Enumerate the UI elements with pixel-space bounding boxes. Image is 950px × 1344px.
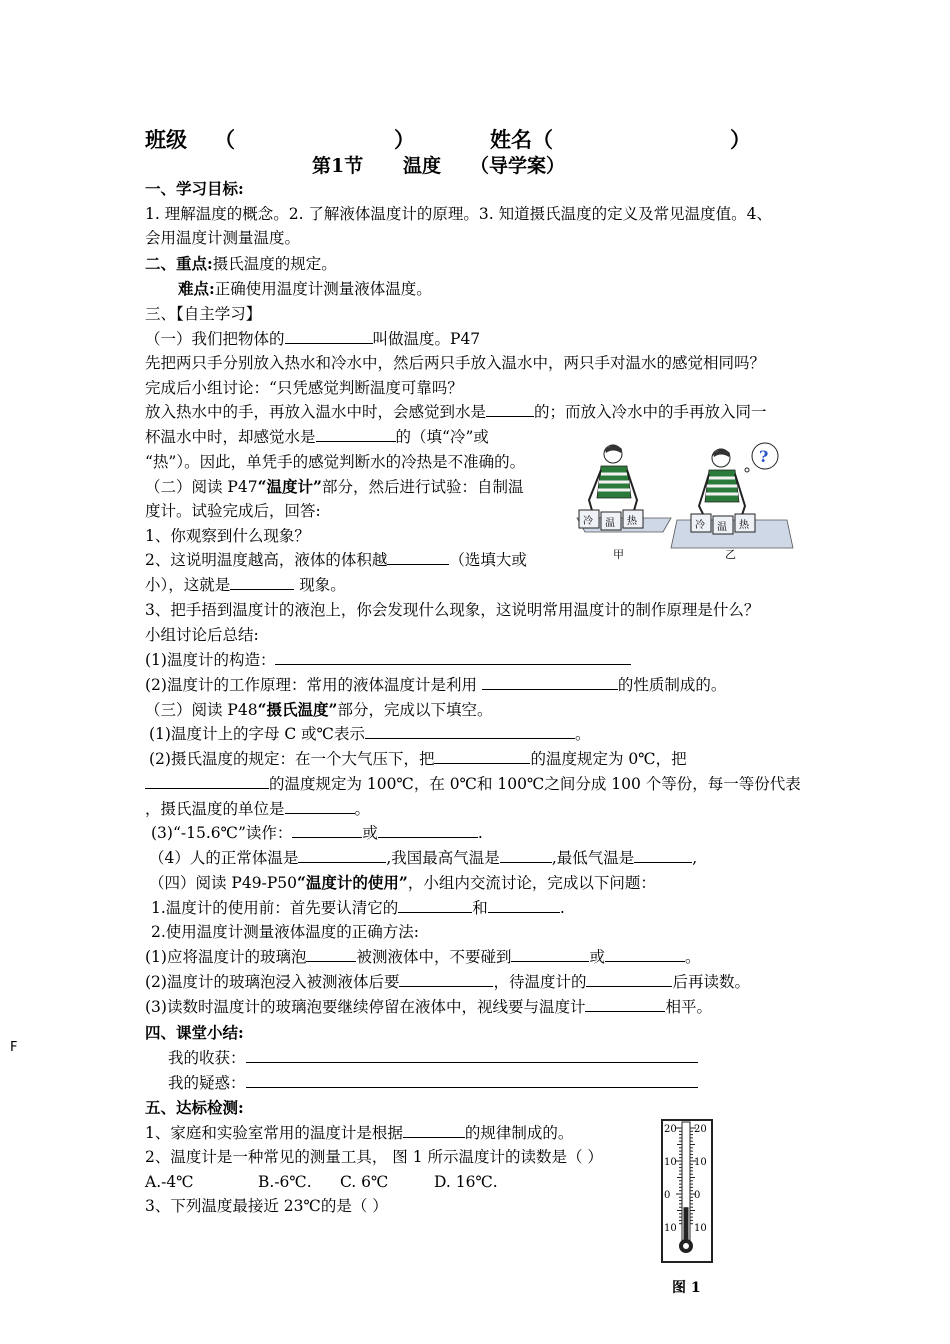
s3-line-c6 (149, 848, 697, 868)
blank[interactable] (634, 848, 692, 863)
s3-p4b: 的；而放入冷水中的手再放入同一 (534, 403, 767, 421)
s5-heading: 五、达标检测: (145, 1098, 244, 1117)
s3-p10a: （四）阅读 P49-P50 (149, 874, 297, 892)
s3-line-c5 (151, 823, 483, 843)
s1-heading: 一、学习目标: (145, 179, 244, 198)
blank[interactable] (605, 947, 685, 962)
s3-c1end: 。 (575, 725, 591, 743)
blank[interactable] (398, 898, 472, 913)
class-label: 班级 (145, 127, 187, 152)
s3-line-c3 (145, 774, 801, 794)
s3-c6b: ,我国最高气温是 (386, 849, 500, 867)
s3-p6: “热”）。因此，单凭手的感觉判断水的冷热是不准确的。 (145, 453, 526, 471)
s3-p2: 先把两只手分别放入热水和冷水中，然后两只手放入温水中，两只手对温水的感觉相同吗？ (145, 354, 766, 372)
blank[interactable] (298, 848, 386, 863)
s3-c2a: (2)摄氏温度的规定：在一个大气压下，把 (149, 750, 435, 768)
scale-label: 10 (664, 1223, 677, 1234)
scale-label: 0 (694, 1190, 701, 1201)
s5-opt-d[interactable]: D. 16℃. (434, 1173, 498, 1191)
s3-p4a: 放入热水中的手，再放入温水中时，会感觉到水是 (145, 403, 487, 421)
s3-line-u4 (145, 972, 750, 992)
s3-u4a: (2)温度计的玻璃泡浸入被测液体后要 (145, 973, 400, 991)
s3-c4b: 。 (354, 800, 371, 818)
s3-u3d: 。 (685, 948, 701, 966)
s2-heading: 二、重点: (145, 254, 213, 273)
title-topic: 温度 (403, 155, 442, 177)
s3-line-u1 (151, 898, 565, 918)
s3-p9a: （三）阅读 P48 (145, 701, 258, 719)
s3-line-p9 (145, 700, 492, 720)
s3-c5a: (3)“-15.6℃”读作： (151, 824, 293, 842)
scale-label: 20 (694, 1124, 707, 1135)
blank[interactable] (500, 848, 552, 863)
s3-q6b: 的性质制成的。 (617, 676, 727, 694)
s4-heading: 四、课堂小结: (145, 1023, 244, 1042)
s3-line-c1 (149, 724, 591, 744)
class-open-paren: （ (214, 127, 235, 152)
s3-line-q2 (145, 550, 527, 570)
s3-p5b: 的（填“冷”或 (395, 428, 489, 446)
s3-c6c: ,最低气温是 (551, 849, 635, 867)
s2-diff-line (178, 279, 432, 299)
s3-c5b: 或 (362, 824, 378, 842)
name-close-paren: ） (730, 127, 751, 152)
s4-gain: 我的收获： (168, 1049, 246, 1067)
class-close-paren: ） (394, 127, 415, 152)
s3-c2b: 的温度规定为 0℃，把 (530, 750, 687, 768)
blank[interactable] (434, 749, 530, 764)
s3-q1: 1、你观察到什么现象？ (145, 527, 310, 545)
s5-opt-b[interactable]: B.-6℃. (258, 1173, 312, 1191)
s3-line-p4 (145, 402, 767, 422)
s3-u1b: 和 (472, 899, 488, 917)
s3-line-c4 (145, 799, 370, 819)
cup-warm-label: 温 (717, 522, 727, 533)
s5-q2: 2、温度计是一种常见的测量工具， 图 1 所示温度计的读数是（ ） (145, 1148, 603, 1166)
s3-line-p1 (145, 329, 480, 349)
blank[interactable] (586, 972, 672, 987)
scale-label: 10 (664, 1157, 677, 1168)
s5-q1a: 1、家庭和实验室常用的温度计是根据 (145, 1124, 403, 1142)
blank[interactable] (511, 947, 589, 962)
s5-line-q1 (145, 1123, 573, 1143)
s3-line-u3 (145, 947, 701, 967)
cup-cold-label: 冷 (583, 516, 593, 527)
liquid-column (684, 1207, 689, 1242)
s3-c4a: ，摄氏温度的单位是 (145, 800, 285, 818)
margin-mark: F (10, 1040, 18, 1055)
blank[interactable] (230, 575, 294, 590)
blank[interactable] (316, 427, 396, 442)
s3-p10c: ，小组内交流讨论，完成以下问题： (407, 874, 656, 892)
blank[interactable] (486, 402, 534, 417)
thermometer-figure-1 (658, 1118, 718, 1304)
blank[interactable] (585, 997, 665, 1012)
figure-1-caption: 图 1 (672, 1280, 701, 1296)
s3-u1c: . (559, 899, 565, 917)
s3-p8: 度计。试验完成后，回答: (145, 502, 321, 520)
s3-line-q5 (145, 650, 631, 670)
blank[interactable] (292, 823, 362, 838)
s3-c6d: , (692, 849, 698, 867)
s3-line-q6 (145, 675, 726, 695)
label-jia: 甲 (613, 548, 624, 561)
s3-u2: 2.使用温度计测量液体温度的正确方法: (151, 923, 420, 941)
s3-u4b: ，待温度计的 (493, 973, 587, 991)
s3-p9c: 部分，完成以下填空。 (337, 701, 493, 719)
s3-p3: 完成后小组讨论：“只凭感觉判断温度可靠吗？ (145, 379, 463, 397)
s2-diff-label: 难点: (178, 279, 215, 298)
blank[interactable] (145, 774, 269, 789)
s3-p10b: “温度计的使用” (296, 873, 408, 892)
s3-u5a: (3)读数时温度计的玻璃泡要继续停留在液体中，视线要与温度计 (145, 998, 586, 1016)
name-label: 姓名（ (490, 127, 553, 152)
blank[interactable] (306, 947, 356, 962)
cup-cold-label: 冷 (695, 520, 705, 531)
scale-label: 10 (694, 1157, 707, 1168)
s2-diff: 正确使用温度计测量液体温度。 (214, 280, 432, 298)
s3-p1b: 叫做温度。P47 (372, 330, 481, 348)
s3-q2d: 现象。 (299, 576, 346, 594)
cup-hot-label: 热 (627, 516, 637, 527)
s3-line-p7 (145, 477, 523, 497)
scale-label: 0 (664, 1190, 671, 1201)
blank[interactable] (285, 799, 355, 814)
s3-u3c: 或 (589, 948, 605, 966)
s3-q3: 3、把手捂到温度计的液泡上，你会发现什么现象，这说明常用温度计的制作原理是什么？ (145, 601, 760, 619)
s1-goals-1: 1. 理解温度的概念。2. 了解液体温度计的原理。3. 知道摄氏温度的定义及常见温度值。4、 (145, 205, 773, 223)
s3-line-c2 (149, 749, 687, 769)
cup-warm-label: 温 (605, 518, 615, 529)
s3-q6a: (2)温度计的工作原理：常用的液体温度计是利用 (145, 676, 477, 694)
title-type: （导学案） (470, 155, 566, 177)
s5-q1b: 的规律制成的。 (464, 1124, 574, 1142)
s3-c1: (1)温度计上的字母 C 或℃表示 (149, 725, 366, 743)
s3-p7b: “温度计” (257, 477, 322, 496)
blank[interactable] (403, 1123, 465, 1138)
s4-doubt: 我的疑惑： (168, 1074, 246, 1092)
s3-line-q2c (145, 575, 346, 595)
s3-heading: 三、【自主学习】 (145, 305, 262, 323)
s3-p1a: （一）我们把物体的 (145, 330, 285, 348)
figure-yi (671, 443, 793, 561)
s3-q2c: 小），这就是 (145, 576, 231, 594)
s2-key-line (145, 254, 337, 274)
s3-line-u5 (145, 997, 712, 1017)
title-section: 第1节 (312, 155, 364, 177)
s3-line-p5 (145, 427, 489, 447)
question-mark-icon: ? (759, 447, 769, 466)
s3-c6a: （4）人的正常体温是 (149, 849, 299, 867)
blank[interactable] (246, 1073, 698, 1088)
cup-hot-label: 热 (739, 520, 749, 531)
s4-gain-line (168, 1048, 698, 1068)
blank[interactable] (482, 675, 618, 690)
s3-q2b: （选填大或 (449, 551, 527, 569)
hands-in-water-illustration (575, 440, 797, 564)
s3-q2a: 2、这说明温度越高，液体的体积越 (145, 551, 388, 569)
blank[interactable] (365, 724, 575, 739)
s3-c3: 的温度规定为 100℃，在 0℃和 100℃之间分成 100 个等份，每一等份代表 (269, 775, 801, 793)
blank[interactable] (488, 898, 560, 913)
s5-q3: 3、下列温度最接近 23℃的是（ ） (145, 1197, 388, 1215)
s1-goals-2: 会用温度计测量温度。 (145, 229, 301, 247)
s4-doubt-line (168, 1073, 698, 1093)
blank[interactable] (378, 823, 478, 838)
s3-p7c: 部分，然后进行试验：自制温 (321, 478, 524, 496)
scale-label: 10 (694, 1223, 707, 1234)
s3-u3a: (1)应将温度计的玻璃泡 (145, 948, 307, 966)
s5-opt-c[interactable]: C. 6℃ (340, 1173, 389, 1191)
s3-p5a: 杯温水中时，却感觉水是 (145, 428, 316, 446)
blank[interactable] (275, 650, 631, 665)
s3-u3b: 被测液体中，不要碰到 (356, 948, 512, 966)
s3-q4: 小组讨论后总结: (145, 626, 259, 644)
s3-q5: (1)温度计的构造： (145, 651, 276, 669)
scale-label: 20 (664, 1124, 677, 1135)
s3-u5b: 相平。 (665, 998, 712, 1016)
s3-u4c: 后再读数。 (672, 973, 750, 991)
blank[interactable] (246, 1048, 698, 1063)
s3-line-p10 (149, 873, 656, 893)
blank[interactable] (387, 550, 449, 565)
s3-u1a: 1.温度计的使用前：首先要认清它的 (151, 899, 399, 917)
label-yi: 乙 (725, 548, 736, 561)
blank[interactable] (285, 329, 373, 344)
s3-c5c: . (477, 824, 483, 842)
s5-opt-a[interactable]: A.-4℃ (145, 1173, 194, 1191)
s2-key: 摄氏温度的规定。 (212, 255, 337, 273)
s3-p9b: “摄氏温度” (257, 700, 338, 719)
s3-p7a: （二）阅读 P47 (145, 478, 258, 496)
blank[interactable] (399, 972, 493, 987)
figure-jia (577, 445, 671, 561)
